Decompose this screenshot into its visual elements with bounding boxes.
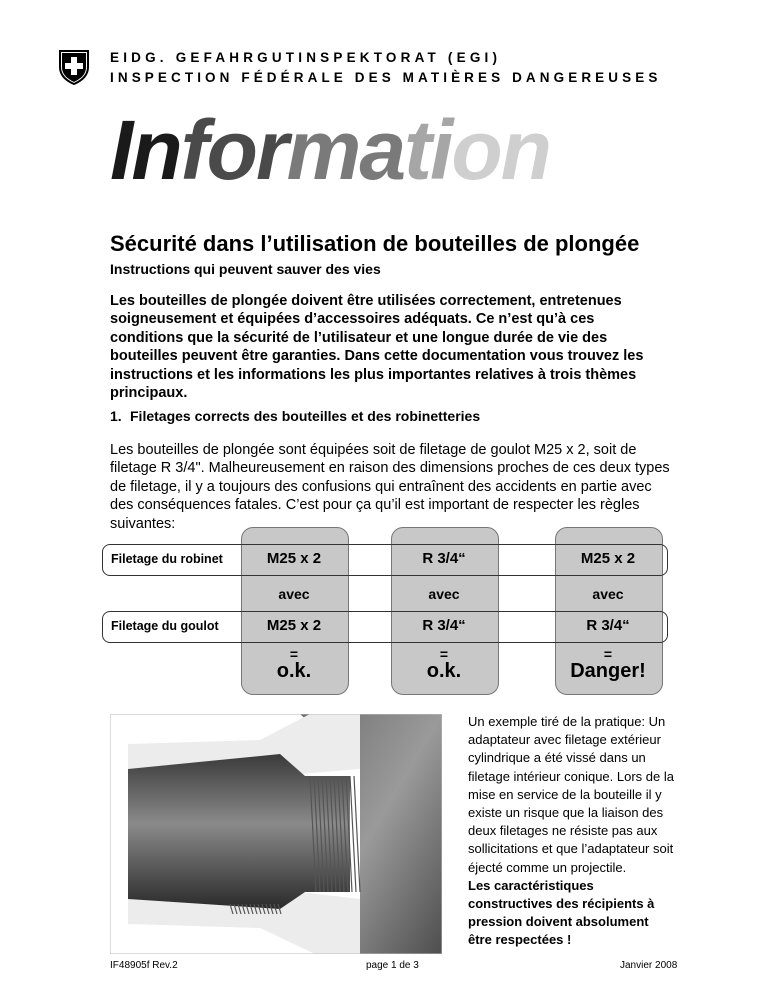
section-number: 1. [110,408,122,424]
equals-sign: = [439,646,449,662]
banner-part: ma [286,103,405,197]
avec-label: avec [592,586,624,602]
document-reference: IF48905f Rev.2 [110,960,178,971]
org-name-french: INSPECTION FÉDÉRALE DES MATIÈRES DANGEREUSES [110,70,662,85]
section-heading-text: Filetages corrects des bouteilles et des robinetteries [130,408,481,424]
adapter-cross-section-photo [110,714,442,954]
banner-part: In [110,103,181,197]
robinet-value: M25 x 2 [266,550,322,567]
example-description: Un exemple tiré de la pratique: Un adaptateur avec filetage extérieur cylindrique a été vissé dans un filetage intérieur conique. Lors de la mise en service de la bouteille il y existe un risque que la liaison des deux filetages ne résiste pas aux sollicitations et que l’adaptateur soit éjecté comme un projectile. [468,714,674,875]
swiss-crest-icon [58,49,90,85]
page-number: page 1 de 3 [366,960,419,971]
goulot-value: R 3/4“ [586,617,630,634]
avec-label: avec [428,586,460,602]
org-name-german: EIDG. GEFAHRGUTINSPEKTORAT (EGI) [110,50,502,65]
result-ok: o.k. [276,660,312,682]
result-ok: o.k. [426,660,462,682]
information-banner [110,103,550,197]
example-warning: Les caractéristiques constructives des récipients à pression doivent absolument être respectées ! [468,877,655,948]
row-label-robinet: Filetage du robinet [111,552,223,566]
document-date: Janvier 2008 [620,960,678,971]
row-label-goulot: Filetage du goulot [111,619,219,633]
section-1-paragraph: Les bouteilles de plongée sont équipées soit de filetage de goulot M25 x 2, soit de filetage R 3/4". Malheureusement en raison des dimensions proches de ces deux types de filetage, il y a toujours des confusions qui entraînent des accidents en partie avec des conséquences fatales. C’est pour ça qu’il est important de respecter les règles suivantes: [110,442,670,532]
equals-sign: = [289,646,299,662]
banner-part: for [180,103,287,197]
robinet-value: R 3/4“ [422,550,466,567]
robinet-value: M25 x 2 [580,550,636,567]
practical-example-text [468,713,674,950]
intro-paragraph: Les bouteilles de plongée doivent être utilisées correctement, entretenues soigneusement et équipées d’accessoires adéquats. Ce n’est qu’à ces conditions que la sécurité de l’utilisateur et une longue durée de vie des bouteilles peuvent être garanties. Dans cette documentation vous trouvez les instructions et les informations les plus importantes relatives à trois thèmes principaux. [110,293,644,402]
banner-part: ti [404,103,452,197]
section-1-heading [110,408,480,424]
document-title: Sécurité dans l’utilisation de bouteilles de plongée [110,231,640,256]
goulot-value: R 3/4“ [422,617,466,634]
equals-sign: = [603,646,613,662]
banner-part: on [451,103,550,197]
document-subtitle: Instructions qui peuvent sauver des vies [110,261,381,277]
result-danger: Danger! [570,660,646,682]
avec-label: avec [278,586,310,602]
goulot-value: M25 x 2 [266,617,322,634]
